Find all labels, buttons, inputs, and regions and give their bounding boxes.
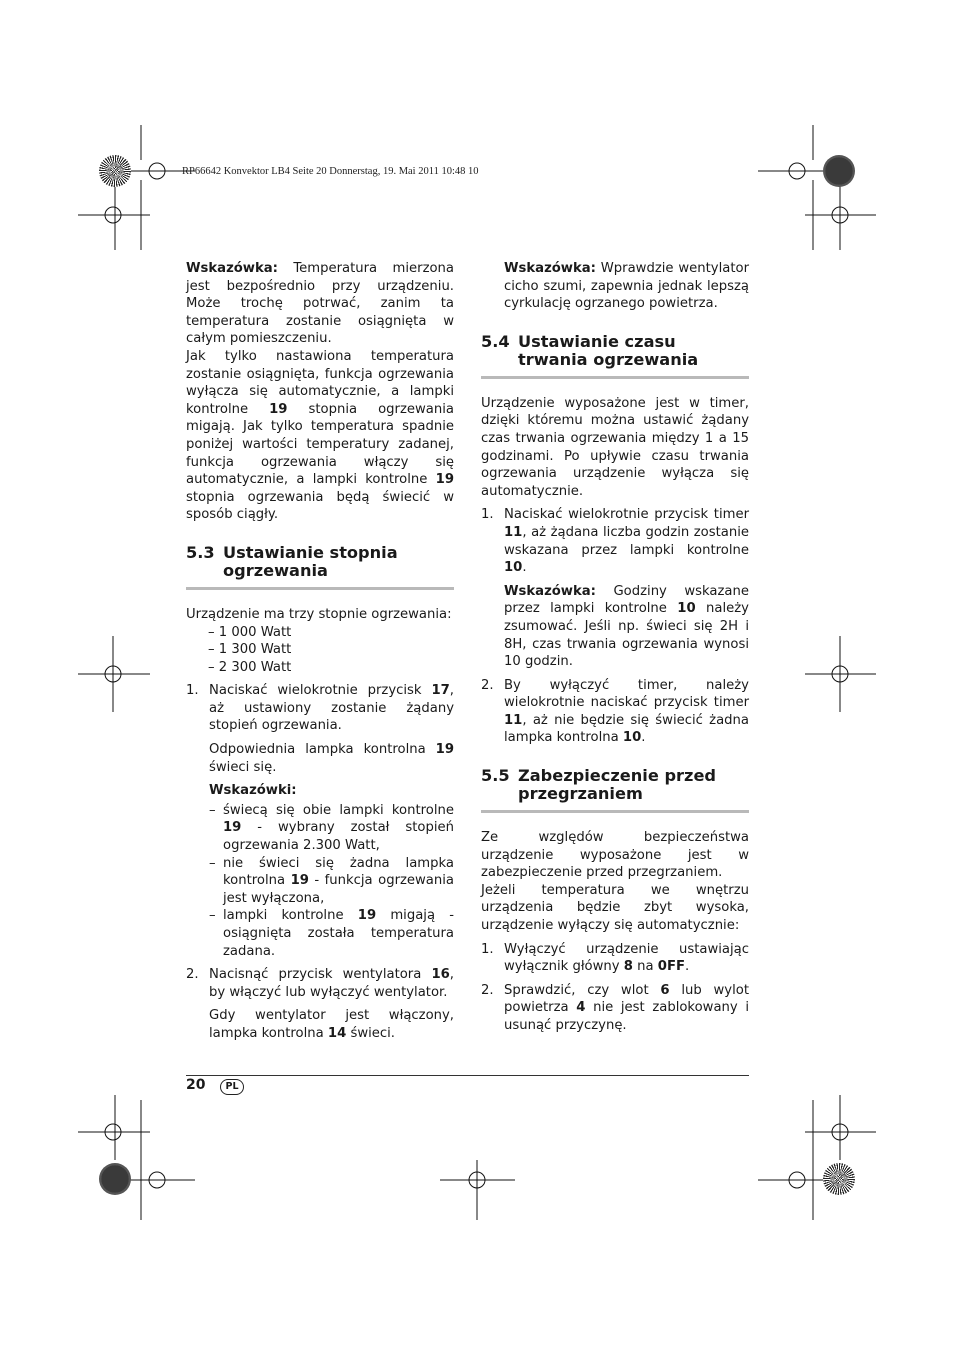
- registration-rosette-icon: [823, 1163, 855, 1195]
- notes-label: Wskazówki:: [209, 783, 297, 799]
- page-number: 20: [186, 1077, 206, 1093]
- list-item: – 2 300 Watt: [208, 659, 292, 675]
- right-column: [481, 260, 749, 1035]
- step-1-note: Wskazówka: Godziny wskazane przez lampki kontrolne 10 należy zsumować. Jeśli np. świeci się 2H i 8H, czas trwania ogrzewania wynosi 10 godzin.: [504, 583, 749, 670]
- registration-rosette-icon: [823, 155, 855, 187]
- section-heading-5-3: 5.3 Ustawianie stopnia ogrzewania: [186, 544, 454, 590]
- step-2: 2. Nacisnąć przycisk wentylatora 16, by włączyć lub wyłączyć wentylator.: [186, 967, 454, 1000]
- intro-paragraph: Urządzenie ma trzy stopnie ogrzewania:: [186, 606, 452, 622]
- footer-rule: [186, 1075, 749, 1076]
- registration-rosette-icon: [99, 155, 131, 187]
- print-file-header: RP66642 Konvektor LB4 Seite 20 Donnerstag, 19. Mai 2011 10:48 10: [182, 166, 479, 177]
- notes-list: [209, 802, 454, 960]
- list-item: – świecą się obie lampki kontrolne 19 - wybrany został stopień ogrzewania 2.300 Watt,: [209, 802, 454, 854]
- step-1: 1. Naciskać wielokrotnie przycisk 17, aż ustawiony zostanie żądany stopień ogrzewania.: [186, 683, 454, 734]
- left-column: [186, 260, 454, 1043]
- step-1: 1. Wyłączyć urządzenie ustawiając wyłącznik główny 8 na 0FF.: [481, 941, 749, 975]
- registration-rosette-icon: [99, 1163, 131, 1195]
- language-badge: PL: [220, 1079, 244, 1095]
- step-2: 2. Sprawdzić, czy wlot 6 lub wylot powietrza 4 nie jest zablokowany i usunąć przyczynę.: [481, 982, 749, 1033]
- step-1: 1. Naciskać wielokrotnie przycisk timer 11, aż żądana liczba godzin zostanie wskazana przez lampki kontrolne 10.: [481, 507, 749, 576]
- body-paragraph: Jeżeli temperatura we wnętrzu urządzenia będzie zbyt wysoka, urządzenie wyłączy się automatycznie:: [481, 882, 749, 934]
- body-paragraph: Jak tylko nastawiona temperatura zostanie osiągnięta, funkcja ogrzewania wyłącza się automatycznie, a lampki kontrolne 19 stopnia ogrzewania migają. Jak tylko temperatura spadnie poniżej wartości temperatury zadanej, funkcja ogrzewania włączy się automatycznie, a lampki kontrolne 19 stopnia ogrzewania będą świecić w sposób ciągły.: [186, 348, 454, 523]
- section-heading-5-4: 5.4 Ustawianie czasu trwania ogrzewania: [481, 333, 749, 379]
- list-item: – lampki kontrolne 19 migają - osiągnięta została temperatura zadana.: [209, 908, 454, 959]
- body-paragraph: Ze względów bezpieczeństwa urządzenie wyposażone jest w zabezpieczenie przed przegrzaniem.: [481, 830, 749, 881]
- list-item: – 1 300 Watt: [208, 642, 292, 658]
- section-heading-5-5: 5.5 Zabezpieczenie przed przegrzaniem: [481, 767, 749, 813]
- list-item: – 1 000 Watt: [208, 624, 292, 640]
- step-2: 2. By wyłączyć timer, należy wielokrotnie naciskać przycisk timer 11, aż nie będzie się świecić żadna lampka kontrolna 10.: [481, 677, 749, 746]
- step-1-detail: Odpowiednia lampka kontrolna 19 świeci się.: [209, 742, 454, 775]
- list-item: – nie świeci się żadna lampka kontrolna 19 - funkcja ogrzewania jest wyłączona,: [209, 855, 454, 906]
- note-paragraph: Wskazówka: Temperatura mierzona jest bezpośrednio przy urządzeniu. Może trochę potrwać, zanim ta temperatura zostanie osiągnięta w całym pomieszczeniu.: [186, 261, 454, 347]
- intro-paragraph: Urządzenie wyposażone jest w timer, dzięki któremu można ustawić żądany czas trwania ogrzewania między 1 a 15 godzinami. Po upływie czasu trwania ogrzewania urządzenie wyłącza się automatycznie.: [481, 395, 749, 499]
- step-2-detail: Gdy wentylator jest włączony, lampka kontrolna 14 świeci.: [209, 1008, 454, 1041]
- wattage-list: [208, 624, 454, 677]
- note-paragraph: Wskazówka: Wprawdzie wentylator cicho szumi, zapewnia jednak lepszą cyrkulację ogrzanego powietrza.: [504, 261, 749, 312]
